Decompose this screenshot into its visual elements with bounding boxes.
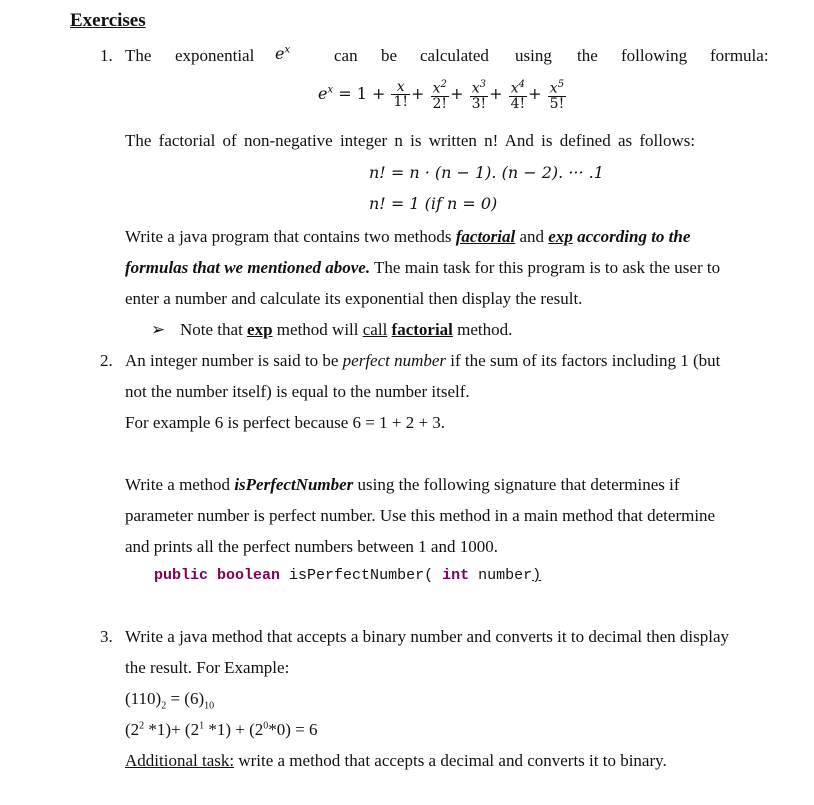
ex2-line-4: Write a method isPerfectNumber using the following signature that determines if: [125, 475, 680, 494]
ex1-word: can: [334, 46, 358, 65]
factorial-intro: The factorial of non-negative integer n is written n! And is defined as follows:: [125, 131, 696, 150]
ex1-e-power-x: $e^x$: [275, 44, 291, 63]
bullet-icon: ➢: [151, 320, 166, 339]
ex1-para-line-1: Write a java program that contains two methods factorial and exp according to the: [125, 227, 691, 246]
ex3-calculation: ($2^2$ $*1)+ (2^1$ $*1) + (2^0*0) = 6$: [125, 720, 318, 739]
factorial-def-1: n! = n · (n − 1). (n − 2). ··· .1: [369, 163, 604, 182]
ex3-additional-task: Additional task: write a method that accepts a decimal and converts it to binary.: [125, 751, 667, 770]
term-1: $\frac{x}{1!}$: [393, 78, 409, 110]
ex1-word-the: The: [125, 46, 152, 65]
method-signature-code: public boolean isPerfectNumber( int number): [154, 567, 542, 584]
ex3-line-2: the result. For Example:: [125, 658, 290, 677]
ex1-word: using: [515, 46, 552, 65]
ex1-word-exponential: exponential: [175, 46, 255, 65]
ex1-word: calculated: [420, 46, 489, 65]
ex3-example: $(110)_2 = (6)_{10}$: [125, 689, 215, 712]
ex2-line-2: not the number itself) is equal to the number itself.: [125, 382, 470, 401]
ex1-para-line-3: enter a number and calculate its exponential then display the result.: [125, 289, 583, 308]
ex2-line-1: An integer number is said to be perfect number if the sum of its factors including 1 (but: [125, 351, 721, 370]
page-title: Exercises: [70, 10, 146, 31]
exp-formula: $e^x = 1$ + $\frac{x}{1!}$ + $\frac{x^2}{2!}$ + $\frac{x^3}{3!}$ + $\frac{x^4}{4!}$ + $\frac{x^5}{5!}$: [318, 78, 565, 112]
term-3: $\frac{x^3}{3!}$: [471, 79, 487, 112]
term-4: $\frac{x^4}{4!}$: [510, 79, 526, 112]
ex1-word: be: [381, 46, 398, 65]
term-2: $\frac{x^2}{2!}$: [432, 79, 448, 112]
ex1-word: the: [577, 46, 598, 65]
ex2-line-6: and prints all the perfect numbers between 1 and 1000.: [125, 537, 498, 556]
ex1-note: Note that exp method will call factorial method.: [180, 320, 513, 339]
ex1-para-line-2: formulas that we mentioned above. The main task for this program is to ask the user to: [125, 258, 721, 277]
term-5: $\frac{x^5}{5!}$: [549, 79, 565, 112]
ex2-line-3: For example 6 is perfect because 6 = 1 + 2 + 3.: [125, 413, 446, 432]
ex1-word: formula:: [710, 46, 769, 65]
exercise-3-number: 3.: [100, 627, 113, 646]
ex1-word: following: [621, 46, 688, 65]
exercise-2-number: 2.: [100, 351, 113, 370]
ex2-line-5: parameter number is perfect number. Use this method in a main method that determine: [125, 506, 716, 525]
factorial-def-2: n! = 1 (if n = 0): [369, 194, 498, 213]
ex3-line-1: Write a java method that accepts a binary number and converts it to decimal then display: [125, 627, 730, 646]
exercise-1-number: 1.: [100, 46, 113, 65]
